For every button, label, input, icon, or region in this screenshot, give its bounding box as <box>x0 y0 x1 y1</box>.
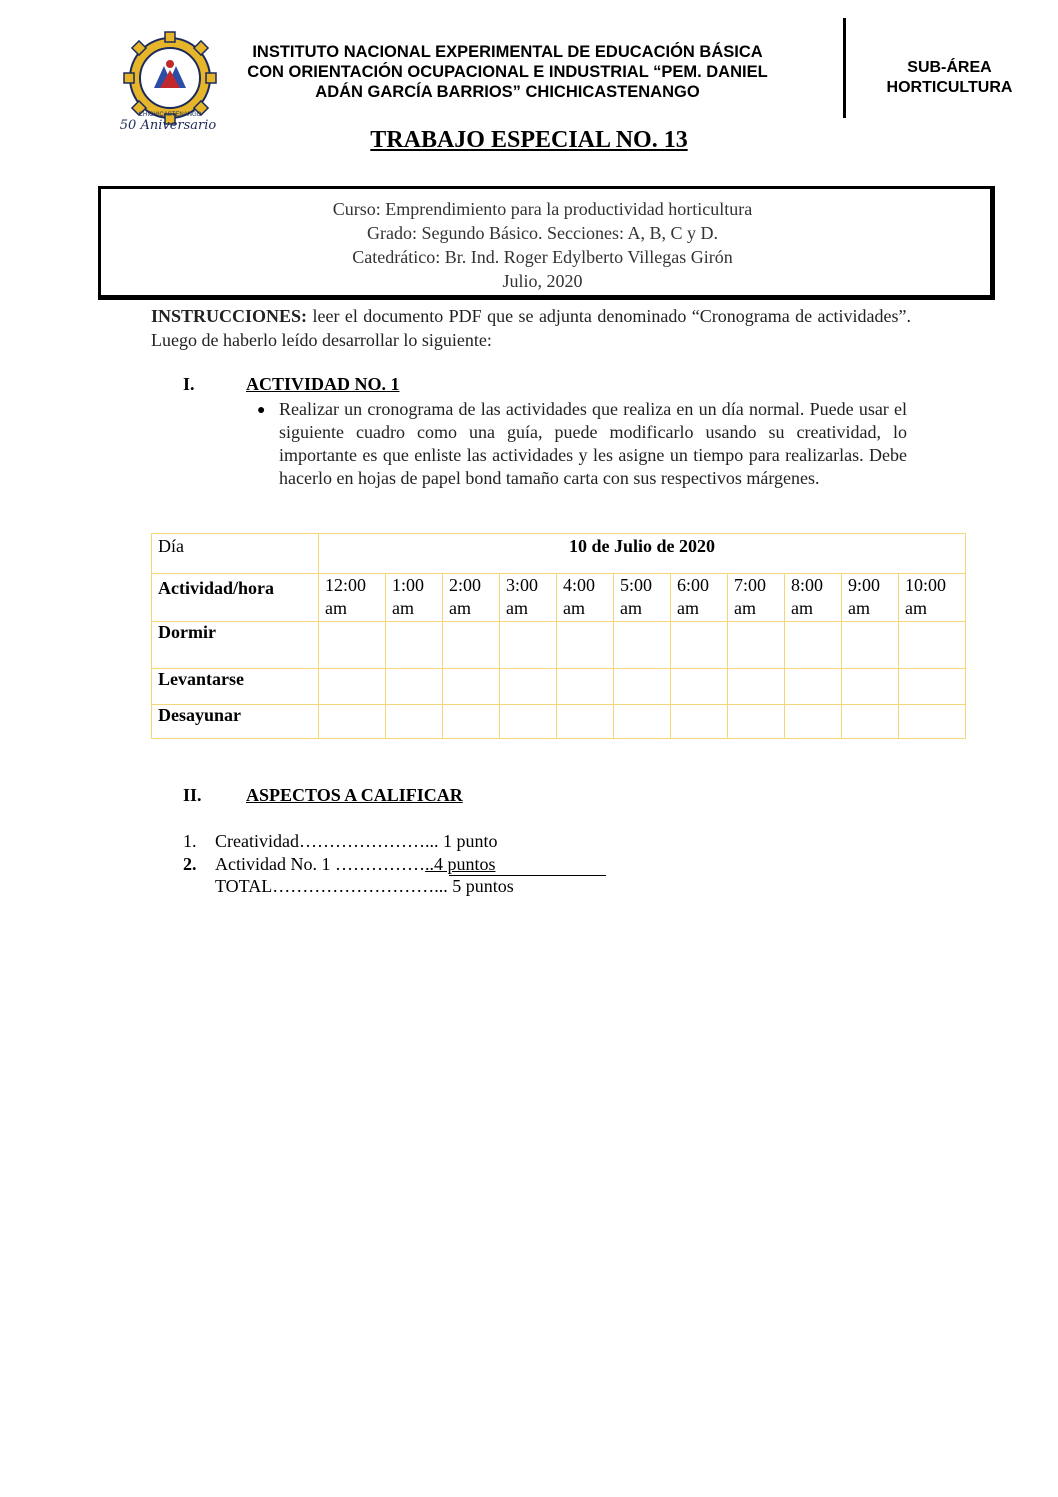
schedule-cell <box>785 705 842 739</box>
hour-time: 6:00 <box>677 575 710 595</box>
subarea-label <box>862 58 1037 98</box>
schedule-cell <box>785 669 842 705</box>
table-row <box>152 534 966 574</box>
schedule-cell <box>614 705 671 739</box>
section-1-number: I. <box>183 374 195 394</box>
schedule-cell <box>386 669 443 705</box>
schedule-table <box>151 533 966 739</box>
page-title: TRABAJO ESPECIAL NO. 13 <box>370 127 688 153</box>
date-line: Julio, 2020 <box>502 271 583 291</box>
hour-time: 5:00 <box>620 575 653 595</box>
schedule-cell <box>557 705 614 739</box>
activity-label-cell: Desayunar <box>152 705 319 739</box>
hour-ampm: am <box>905 598 927 618</box>
schedule-cell <box>842 622 899 669</box>
schedule-cell <box>500 705 557 739</box>
institute-name <box>210 42 805 102</box>
hour-ampm: am <box>449 598 471 618</box>
schedule-cell <box>728 669 785 705</box>
hour-header-cell <box>443 574 500 622</box>
section-1-title: ACTIVIDAD NO. 1 <box>246 374 400 394</box>
hour-time: 1:00 <box>392 575 425 595</box>
table-row <box>152 622 966 669</box>
hour-ampm: am <box>325 598 347 618</box>
course-info <box>98 197 987 293</box>
hour-time: 9:00 <box>848 575 881 595</box>
grade-item-number: 2. <box>183 854 197 874</box>
institute-line: INSTITUTO NACIONAL EXPERIMENTAL DE EDUCACIÓN BÁSICA <box>252 43 763 61</box>
grade-item-text <box>215 853 496 876</box>
activity-1-description: Realizar un cronograma de las actividades que realiza en un día normal. Puede usar el siguiente cuadro como una guía, puede modificarlo usando su creatividad, lo importante es que enliste las actividades y les asigne un tiempo para realizarlas. Debe hacerlo en hojas de papel bond tamaño carta con sus respectivos márgenes. <box>279 399 907 488</box>
schedule-cell <box>557 622 614 669</box>
hour-time: 10:00 <box>905 575 947 595</box>
hour-ampm: am <box>848 598 870 618</box>
grade-line: Grado: Segundo Básico. Secciones: A, B, C y D. <box>367 223 718 243</box>
schedule-cell <box>842 705 899 739</box>
schedule-cell <box>671 669 728 705</box>
logo-caption: 50 Aniversario <box>119 118 217 133</box>
schedule-cell <box>728 705 785 739</box>
instructions-paragraph <box>151 304 911 352</box>
schedule-cell <box>614 622 671 669</box>
hour-ampm: am <box>392 598 414 618</box>
schedule-cell <box>728 622 785 669</box>
header-divider <box>843 18 846 118</box>
schedule-cell <box>443 705 500 739</box>
date-cell: 10 de Julio de 2020 <box>319 534 966 574</box>
hour-time: 8:00 <box>791 575 824 595</box>
hour-header-cell <box>557 574 614 622</box>
instructions-label: INSTRUCCIONES: <box>151 306 308 326</box>
schedule-cell <box>614 669 671 705</box>
hour-header-cell <box>842 574 899 622</box>
hour-header-cell <box>899 574 966 622</box>
hour-time: 2:00 <box>449 575 482 595</box>
schedule-cell <box>386 622 443 669</box>
day-label-cell: Día <box>152 534 319 574</box>
schedule-cell <box>785 622 842 669</box>
schedule-cell <box>671 622 728 669</box>
schedule-cell <box>671 705 728 739</box>
table-row <box>152 669 966 705</box>
schedule-cell <box>557 669 614 705</box>
hour-ampm: am <box>677 598 699 618</box>
subarea-line: SUB-ÁREA <box>907 59 992 76</box>
activity-hour-header: Actividad/hora <box>152 574 319 622</box>
schedule-cell <box>443 622 500 669</box>
schedule-cell <box>899 622 966 669</box>
section-2-title: ASPECTOS A CALIFICAR <box>246 785 463 805</box>
hour-ampm: am <box>620 598 642 618</box>
bullet-icon: ● <box>257 403 266 418</box>
schedule-cell <box>386 705 443 739</box>
hour-ampm: am <box>791 598 813 618</box>
activity-label-cell: Dormir <box>152 622 319 669</box>
grade-item-number: 1. <box>183 831 197 851</box>
hour-header-cell <box>386 574 443 622</box>
activity-label-cell: Levantarse <box>152 669 319 705</box>
hour-time: 7:00 <box>734 575 767 595</box>
gear-icon <box>124 32 216 124</box>
schedule-cell <box>899 705 966 739</box>
table-row <box>152 574 966 622</box>
instructions-text: leer el documento PDF que se adjunta denominado “Cronograma de actividades”. Luego de haberlo leído desarrollar lo siguiente: <box>151 306 911 350</box>
hour-time: 3:00 <box>506 575 539 595</box>
hour-header-cell <box>785 574 842 622</box>
schedule-cell <box>842 669 899 705</box>
grade-item-text-b: ..4 puntos <box>424 854 496 874</box>
institute-line: ADÁN GARCÍA BARRIOS” CHICHICASTENANGO <box>315 83 700 101</box>
section-2-number: II. <box>183 785 202 805</box>
teacher-line: Catedrático: Br. Ind. Roger Edylberto Villegas Girón <box>352 247 733 267</box>
logo-ring-text: CHICHICASTENANGO <box>138 112 202 118</box>
hour-ampm: am <box>563 598 585 618</box>
schedule-cell <box>500 669 557 705</box>
course-line: Curso: Emprendimiento para la productividad horticultura <box>332 199 753 219</box>
hour-header-cell <box>728 574 785 622</box>
hour-ampm: am <box>506 598 528 618</box>
table-row <box>152 705 966 739</box>
grade-item-text-a: Actividad No. 1 …………… <box>215 854 425 874</box>
hour-time: 4:00 <box>563 575 596 595</box>
hour-header-cell <box>500 574 557 622</box>
hour-header-cell <box>614 574 671 622</box>
schedule-cell <box>319 669 386 705</box>
hour-header-cell <box>319 574 386 622</box>
institute-line: CON ORIENTACIÓN OCUPACIONAL E INDUSTRIAL “PEM. DANIEL <box>247 63 768 81</box>
grade-total-text: TOTAL………………………... 5 puntos <box>215 876 514 896</box>
hour-header-cell <box>671 574 728 622</box>
hour-ampm: am <box>734 598 756 618</box>
schedule-cell <box>319 705 386 739</box>
schedule-cell <box>500 622 557 669</box>
hour-time: 12:00 <box>325 575 367 595</box>
schedule-cell <box>443 669 500 705</box>
schedule-cell <box>899 669 966 705</box>
grade-item-text: Creatividad…………………... 1 punto <box>215 831 498 851</box>
subarea-line: HORTICULTURA <box>886 79 1013 96</box>
schedule-cell <box>319 622 386 669</box>
